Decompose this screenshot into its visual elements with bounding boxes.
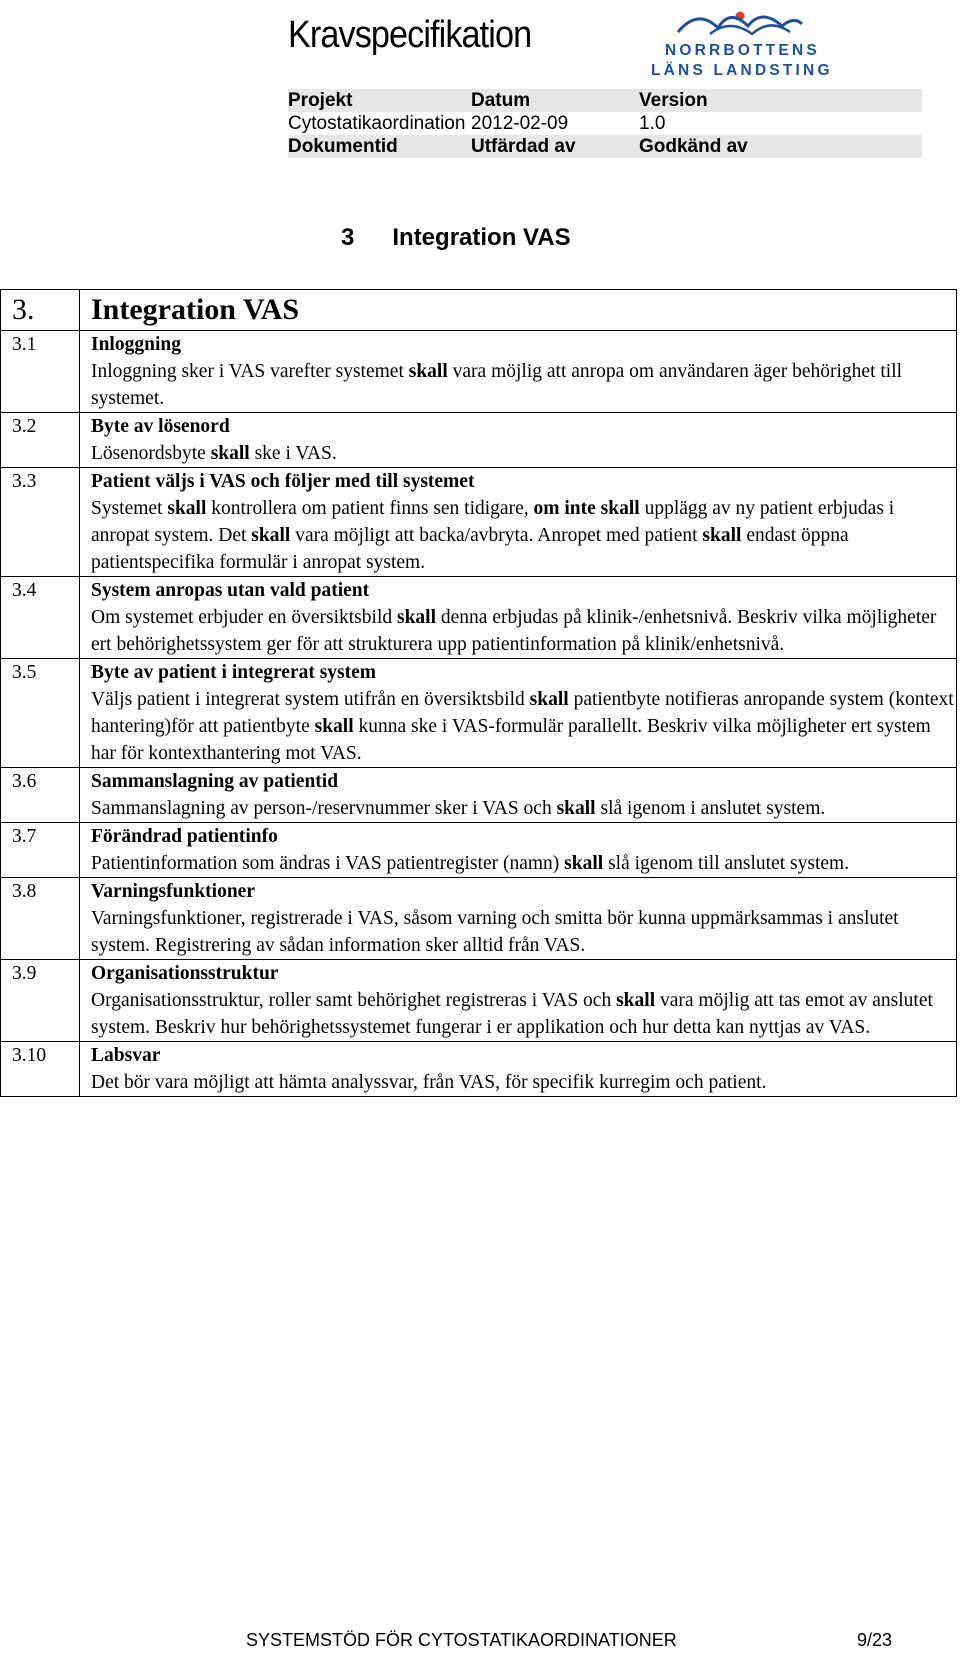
description-text: Det bör vara möjligt att hämta analyssvar, från VAS, för specifik kurregim och patient. bbox=[91, 1072, 767, 1093]
row-title: System anropas utan vald patient bbox=[91, 580, 370, 601]
row-content bbox=[80, 659, 957, 768]
requirement-keyword: skall bbox=[616, 990, 656, 1011]
row-description bbox=[91, 358, 956, 412]
row-description bbox=[91, 604, 956, 658]
description-text: Varningsfunktioner, registrerade i VAS, såsom varning och smitta bör kunna uppmärksammas i anslutet system. Registrering av sådan information sker alltid från VAS. bbox=[91, 908, 899, 956]
logo-line2: LÄNS LANDSTING bbox=[651, 62, 833, 79]
table-head-title: Integration VAS bbox=[80, 290, 957, 331]
page-footer bbox=[246, 1630, 892, 1651]
description-text: Om systemet erbjuder en översiktsbild bbox=[91, 607, 397, 628]
row-content bbox=[80, 468, 957, 577]
table-head-number: 3. bbox=[1, 290, 80, 331]
requirement-keyword: skall bbox=[251, 525, 291, 546]
description-text: vara möjligt att backa/avbryta. Anropet med patient bbox=[290, 525, 703, 546]
row-content bbox=[80, 960, 957, 1042]
description-text: Systemet bbox=[91, 498, 168, 519]
row-description bbox=[91, 1069, 956, 1096]
description-text: slå igenom i anslutet system. bbox=[595, 798, 826, 819]
row-title: Patient väljs i VAS och följer med till systemet bbox=[91, 471, 475, 492]
row-number: 3.5 bbox=[1, 659, 80, 768]
row-description bbox=[91, 686, 956, 767]
row-number: 3.2 bbox=[1, 413, 80, 468]
row-number: 3.4 bbox=[1, 577, 80, 659]
row-content bbox=[80, 331, 957, 413]
row-content bbox=[80, 1042, 957, 1097]
requirement-keyword: skall bbox=[396, 607, 437, 628]
requirement-keyword: om inte skall bbox=[533, 498, 640, 519]
section-heading-title: Integration VAS bbox=[392, 224, 571, 251]
row-number: 3.6 bbox=[1, 768, 80, 823]
row-title: Byte av lösenord bbox=[91, 416, 230, 437]
table-row bbox=[1, 659, 957, 768]
meta-value-date: 2012-02-09 bbox=[471, 113, 569, 134]
description-text: vara möjlig att anropa om användaren äger behörighet till systemet. bbox=[91, 361, 903, 409]
row-number: 3.10 bbox=[1, 1042, 80, 1097]
row-number: 3.7 bbox=[1, 823, 80, 878]
table-row bbox=[1, 878, 957, 960]
requirement-keyword: skall bbox=[210, 443, 250, 464]
table-row bbox=[1, 331, 957, 413]
row-description bbox=[91, 795, 956, 822]
row-title: Inloggning bbox=[91, 334, 181, 355]
meta-header-row-2 bbox=[288, 135, 922, 158]
requirement-keyword: skall bbox=[564, 853, 604, 874]
row-content bbox=[80, 878, 957, 960]
table-row bbox=[1, 468, 957, 577]
meta-label-version: Version bbox=[639, 90, 708, 111]
description-text: ske i VAS. bbox=[249, 443, 337, 464]
document-title: Kravspecifikation bbox=[288, 14, 532, 56]
description-text: Sammanslagning av person-/reservnummer sker i VAS och bbox=[91, 798, 557, 819]
description-text: endast öppna patientspecifika formulär i anropat system. bbox=[91, 525, 849, 573]
row-content bbox=[80, 577, 957, 659]
table-row bbox=[1, 823, 957, 878]
description-text: kunna ske i VAS-formulär parallellt. Beskriv vilka möjligheter ert system har för kontexthantering mot VAS. bbox=[91, 716, 931, 764]
table-row bbox=[1, 960, 957, 1042]
requirement-keyword: skall bbox=[314, 716, 354, 737]
description-text: denna erbjudas på klinik-/enhetsnivå. Beskriv vilka möjligheter ert behörighetssystem ger för att strukturera upp patientinformation på klinik/enhetsnivå. bbox=[91, 607, 937, 655]
row-title: Organisationsstruktur bbox=[91, 963, 279, 984]
row-description bbox=[91, 987, 956, 1041]
description-text: slå igenom till anslutet system. bbox=[603, 853, 850, 874]
description-text: kontrollera om patient finns sen tidigare, bbox=[206, 498, 534, 519]
table-row bbox=[1, 768, 957, 823]
row-number: 3.3 bbox=[1, 468, 80, 577]
table-row bbox=[1, 413, 957, 468]
footer-text: SYSTEMSTÖD FÖR CYTOSTATIKAORDINATIONER bbox=[246, 1630, 677, 1650]
description-text: patientbyte notifieras anropande system (kontext hantering)för att patientbyte bbox=[91, 689, 954, 737]
row-title: Varningsfunktioner bbox=[91, 881, 255, 902]
description-text: Organisationsstruktur, roller samt behörighet registreras i VAS och bbox=[91, 990, 617, 1011]
requirement-keyword: skall bbox=[167, 498, 207, 519]
row-title: Förändrad patientinfo bbox=[91, 826, 278, 847]
row-title: Sammanslagning av patientid bbox=[91, 771, 339, 792]
description-text: upplägg av ny patient erbjudas i anropat system. Det bbox=[91, 498, 895, 546]
norrbottens-logo bbox=[651, 4, 855, 79]
row-description bbox=[91, 440, 956, 467]
section-heading-number: 3 bbox=[341, 224, 355, 251]
row-title: Byte av patient i integrerat system bbox=[91, 662, 377, 683]
row-number: 3.9 bbox=[1, 960, 80, 1042]
requirement-keyword: skall bbox=[556, 798, 596, 819]
table-row bbox=[1, 1042, 957, 1097]
meta-value-project: Cytostatikaordination bbox=[288, 113, 466, 134]
description-text: Inloggning sker i VAS varefter systemet bbox=[91, 361, 409, 382]
meta-label-date: Datum bbox=[471, 90, 531, 111]
requirement-keyword: skall bbox=[702, 525, 742, 546]
meta-label-doc-id: Dokumentid bbox=[288, 136, 398, 157]
row-title: Labsvar bbox=[91, 1045, 161, 1066]
section-heading bbox=[341, 224, 571, 252]
table-row bbox=[1, 577, 957, 659]
requirement-keyword: skall bbox=[408, 361, 448, 382]
row-content bbox=[80, 413, 957, 468]
description-text: vara möjlig att tas emot av anslutet system. Beskriv hur behörighetssystemet fungerar i er applikation och hur detta kan nyttjas av VAS. bbox=[91, 990, 933, 1038]
page-number: 9/23 bbox=[856, 1630, 892, 1650]
meta-value-row bbox=[288, 112, 922, 135]
meta-value-version: 1.0 bbox=[639, 113, 666, 134]
description-text: Lösenordsbyte bbox=[91, 443, 211, 464]
meta-label-issued-by: Utfärdad av bbox=[471, 136, 576, 157]
row-number: 3.1 bbox=[1, 331, 80, 413]
row-description bbox=[91, 905, 956, 959]
meta-table bbox=[288, 89, 922, 158]
meta-label-project: Projekt bbox=[288, 90, 353, 111]
description-text: Patientinformation som ändras i VAS patientregister (namn) bbox=[91, 853, 565, 874]
row-content bbox=[80, 768, 957, 823]
meta-header-row bbox=[288, 89, 922, 112]
row-description bbox=[91, 495, 956, 576]
row-description bbox=[91, 850, 956, 877]
description-text: Väljs patient i integrerat system utifrån en översiktsbild bbox=[91, 689, 530, 710]
meta-label-approved-by: Godkänd av bbox=[639, 136, 748, 157]
requirement-keyword: skall bbox=[529, 689, 569, 710]
row-number: 3.8 bbox=[1, 878, 80, 960]
table-head-row bbox=[1, 290, 957, 331]
logo-line1: NORRBOTTENS bbox=[665, 42, 820, 59]
row-content bbox=[80, 823, 957, 878]
requirements-table bbox=[0, 289, 957, 1097]
